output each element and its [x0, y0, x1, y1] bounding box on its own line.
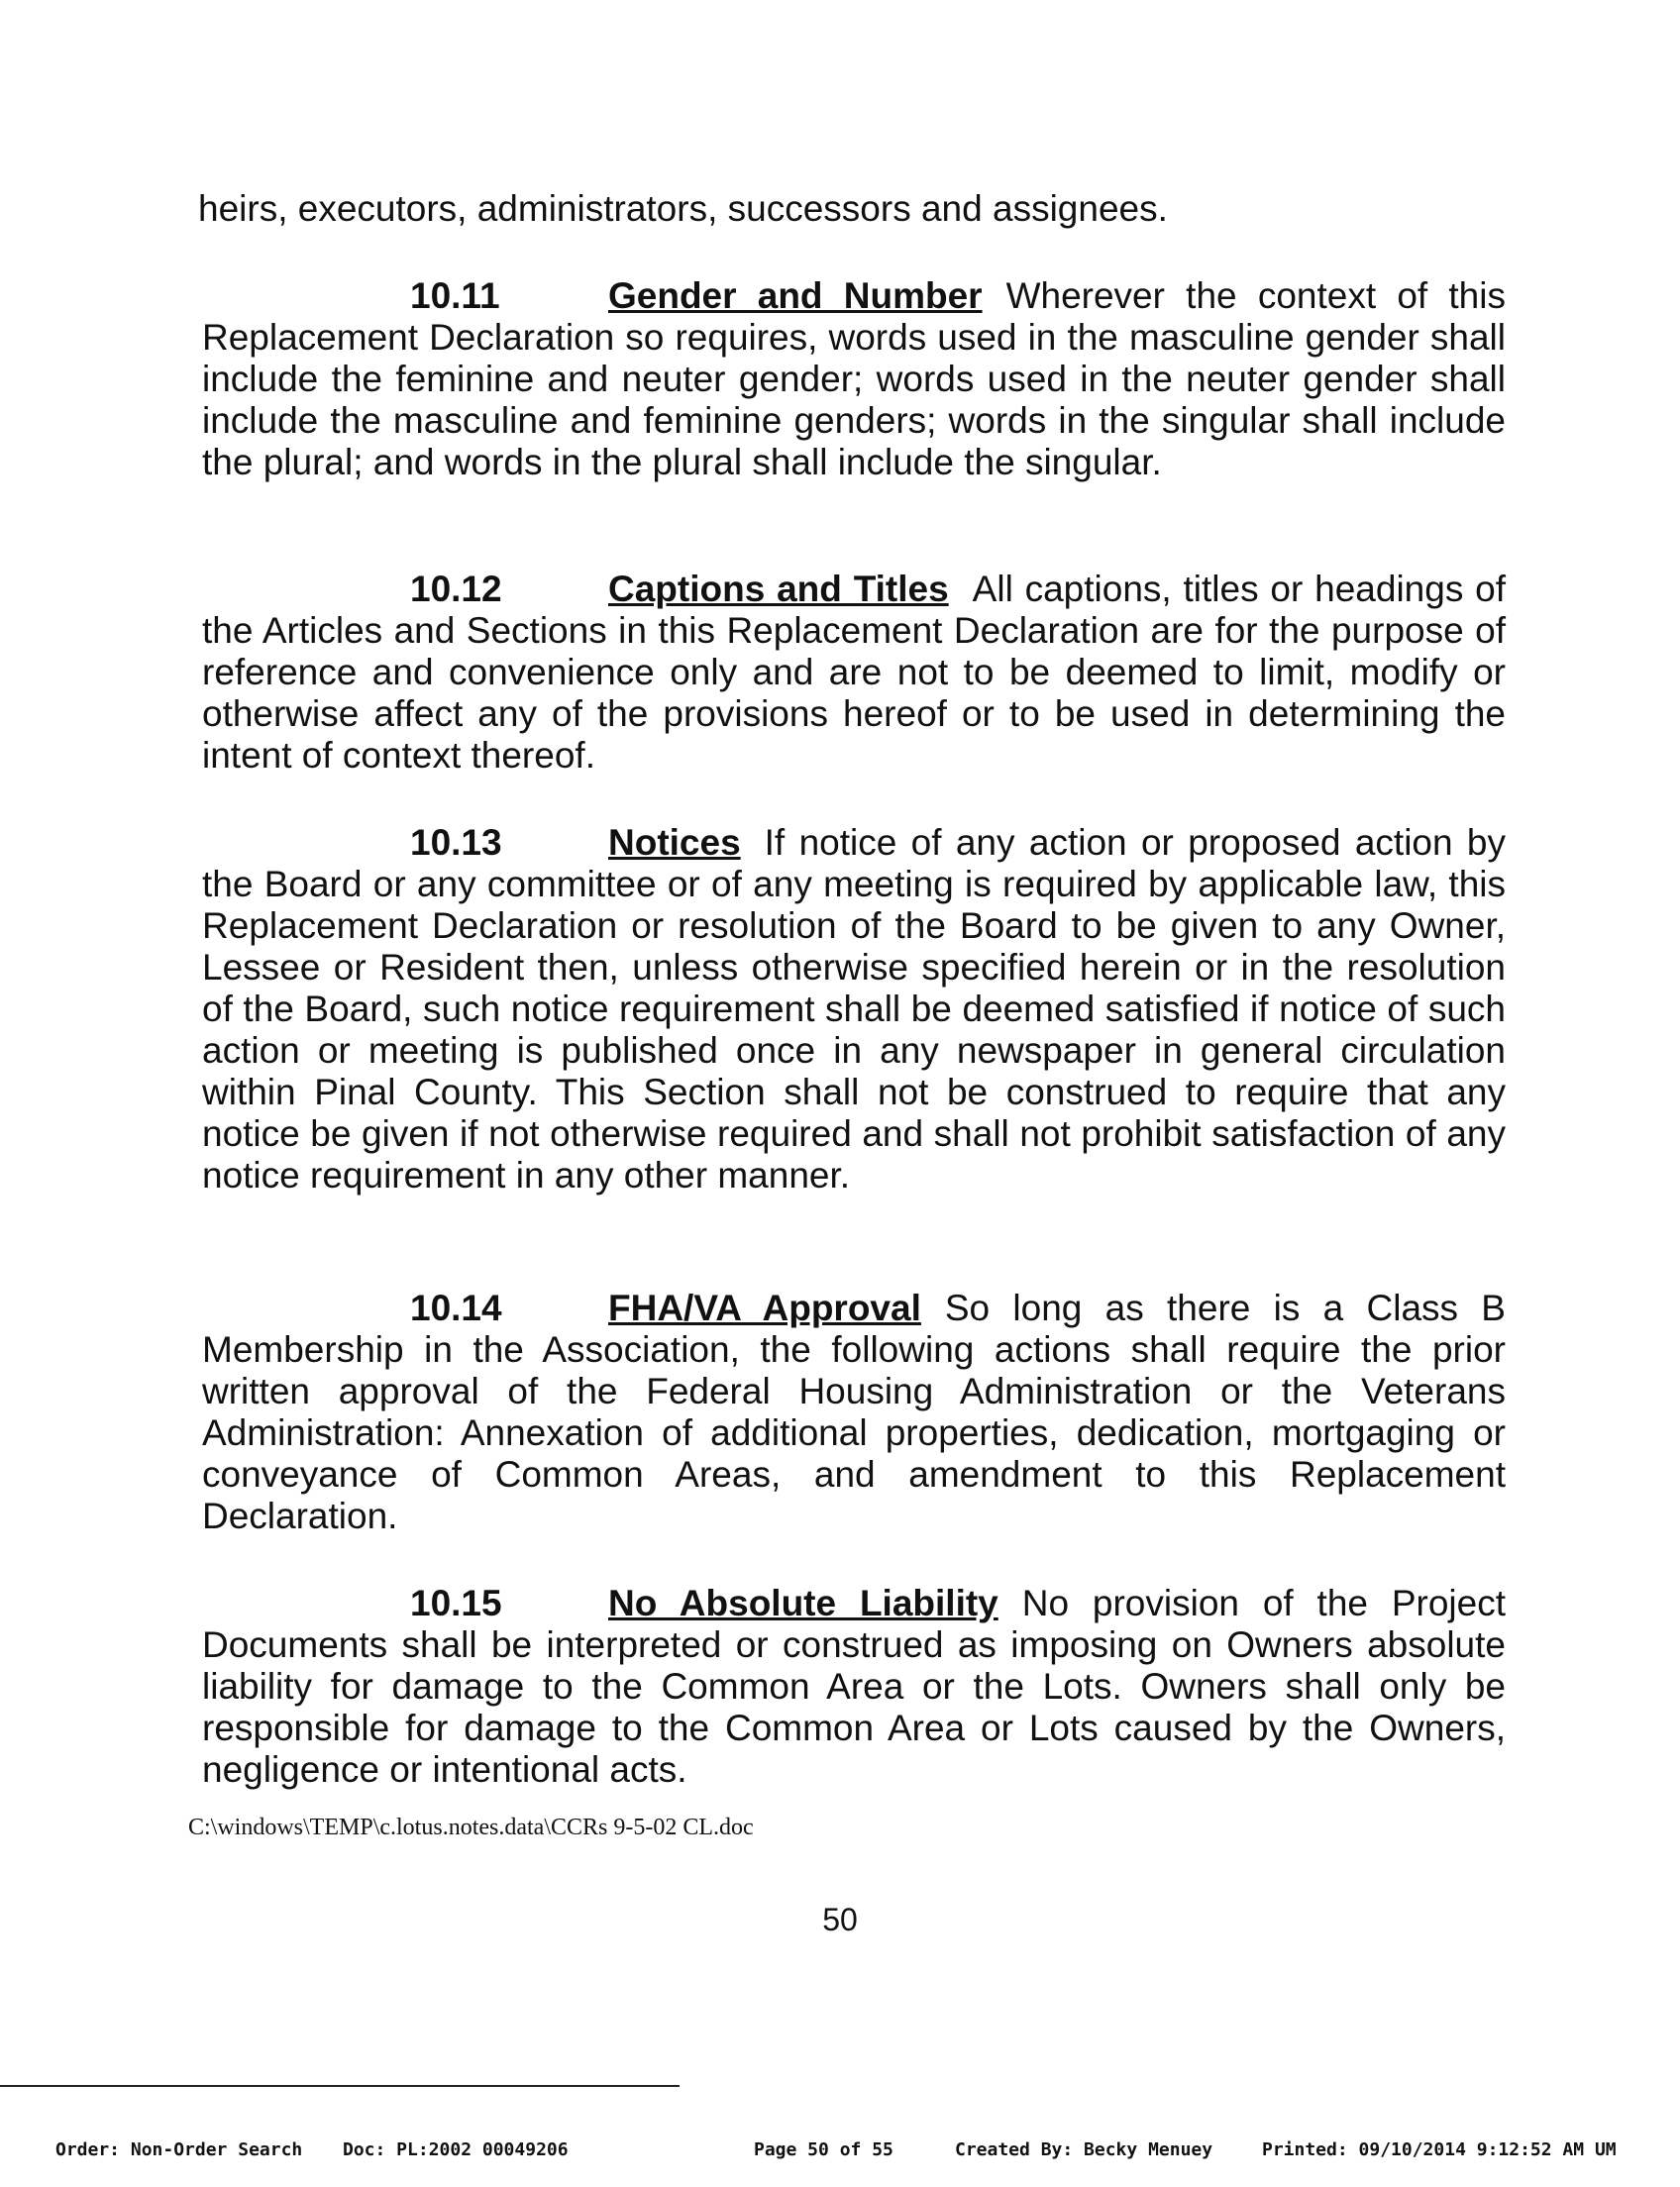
section-number: 10.11: [410, 275, 500, 316]
section-title: Captions and Titles: [608, 569, 949, 609]
footer-order: Order: Non-Order Search: [55, 2139, 303, 2160]
opening-line: heirs, executors, administrators, successors and assignees.: [198, 188, 1168, 229]
section-number: 10.12: [410, 569, 502, 609]
footer-page: Page 50 of 55: [754, 2139, 893, 2160]
section-number: 10.15: [410, 1583, 502, 1623]
section-title: No Absolute Liability: [608, 1583, 998, 1623]
section-body: Wherever the context of this Replacement Declaration so requires, words used in the masculine gender shall include the feminine and neuter gender; words used in the neuter gender shall include the masculine and feminine genders; words in the singular shall include the plural; and words in the plural shall include the singular.: [202, 275, 1506, 482]
section-title: FHA/VA Approval: [608, 1288, 921, 1328]
footer-created-by: Created By: Becky Menuey: [955, 2139, 1213, 2160]
section-title: Gender and Number: [608, 275, 983, 316]
section-body: All captions, titles or headings of the Articles and Sections in this Replacement Declaration are for the purpose of reference and convenience only and are not to be deemed to limit, modify or otherwise affect any of the provisions hereof or to be used in determining the intent of context thereof.: [202, 569, 1506, 776]
section-number: 10.14: [410, 1288, 502, 1328]
section-title: Notices: [608, 822, 741, 863]
section-10-15: [202, 1583, 1506, 1791]
footer-doc: Doc: PL:2002 00049206: [343, 2139, 569, 2160]
section-body: If notice of any action or proposed action by the Board or any committee or of any meeting is required by applicable law, this Replacement Declaration or resolution of the Board to be given to any Owner, Lessee or Resident then, unless otherwise specified herein or in the resolution of the Board, such notice requirement shall be deemed satisfied if notice of such action or meeting is published once in any newspaper in general circulation within Pinal County. This Section shall not be construed to require that any notice be given if not otherwise required and shall not prohibit satisfaction of any notice requirement in any other manner.: [202, 822, 1506, 1196]
footer-divider: [0, 2085, 680, 2087]
section-10-12: [202, 569, 1506, 777]
page-number: 50: [822, 1902, 858, 1937]
section-number: 10.13: [410, 822, 502, 863]
section-body: So long as there is a Class B Membership in the Association, the following actions shall require the prior written approval of the Federal Housing Administration or the Veterans Administration: Annexation of additional properties, dedication, mortgaging or conveyance of Common Areas, and amendment to this Replacement Declaration.: [202, 1288, 1506, 1536]
file-path: C:\windows\TEMP\c.lotus.notes.data\CCRs 9-5-02 CL.doc: [188, 1815, 754, 1840]
section-body: No provision of the Project Documents shall be interpreted or construed as imposing on Owners absolute liability for damage to the Common Area or the Lots. Owners shall only be responsible for damage to the Common Area or Lots caused by the Owners, negligence or intentional acts.: [202, 1583, 1506, 1790]
section-10-13: [202, 822, 1506, 1197]
print-footer: [55, 2139, 1680, 2165]
footer-printed: Printed: 09/10/2014 9:12:52 AM UM: [1262, 2139, 1617, 2160]
section-10-14: [202, 1288, 1506, 1537]
section-10-11: [202, 275, 1506, 483]
